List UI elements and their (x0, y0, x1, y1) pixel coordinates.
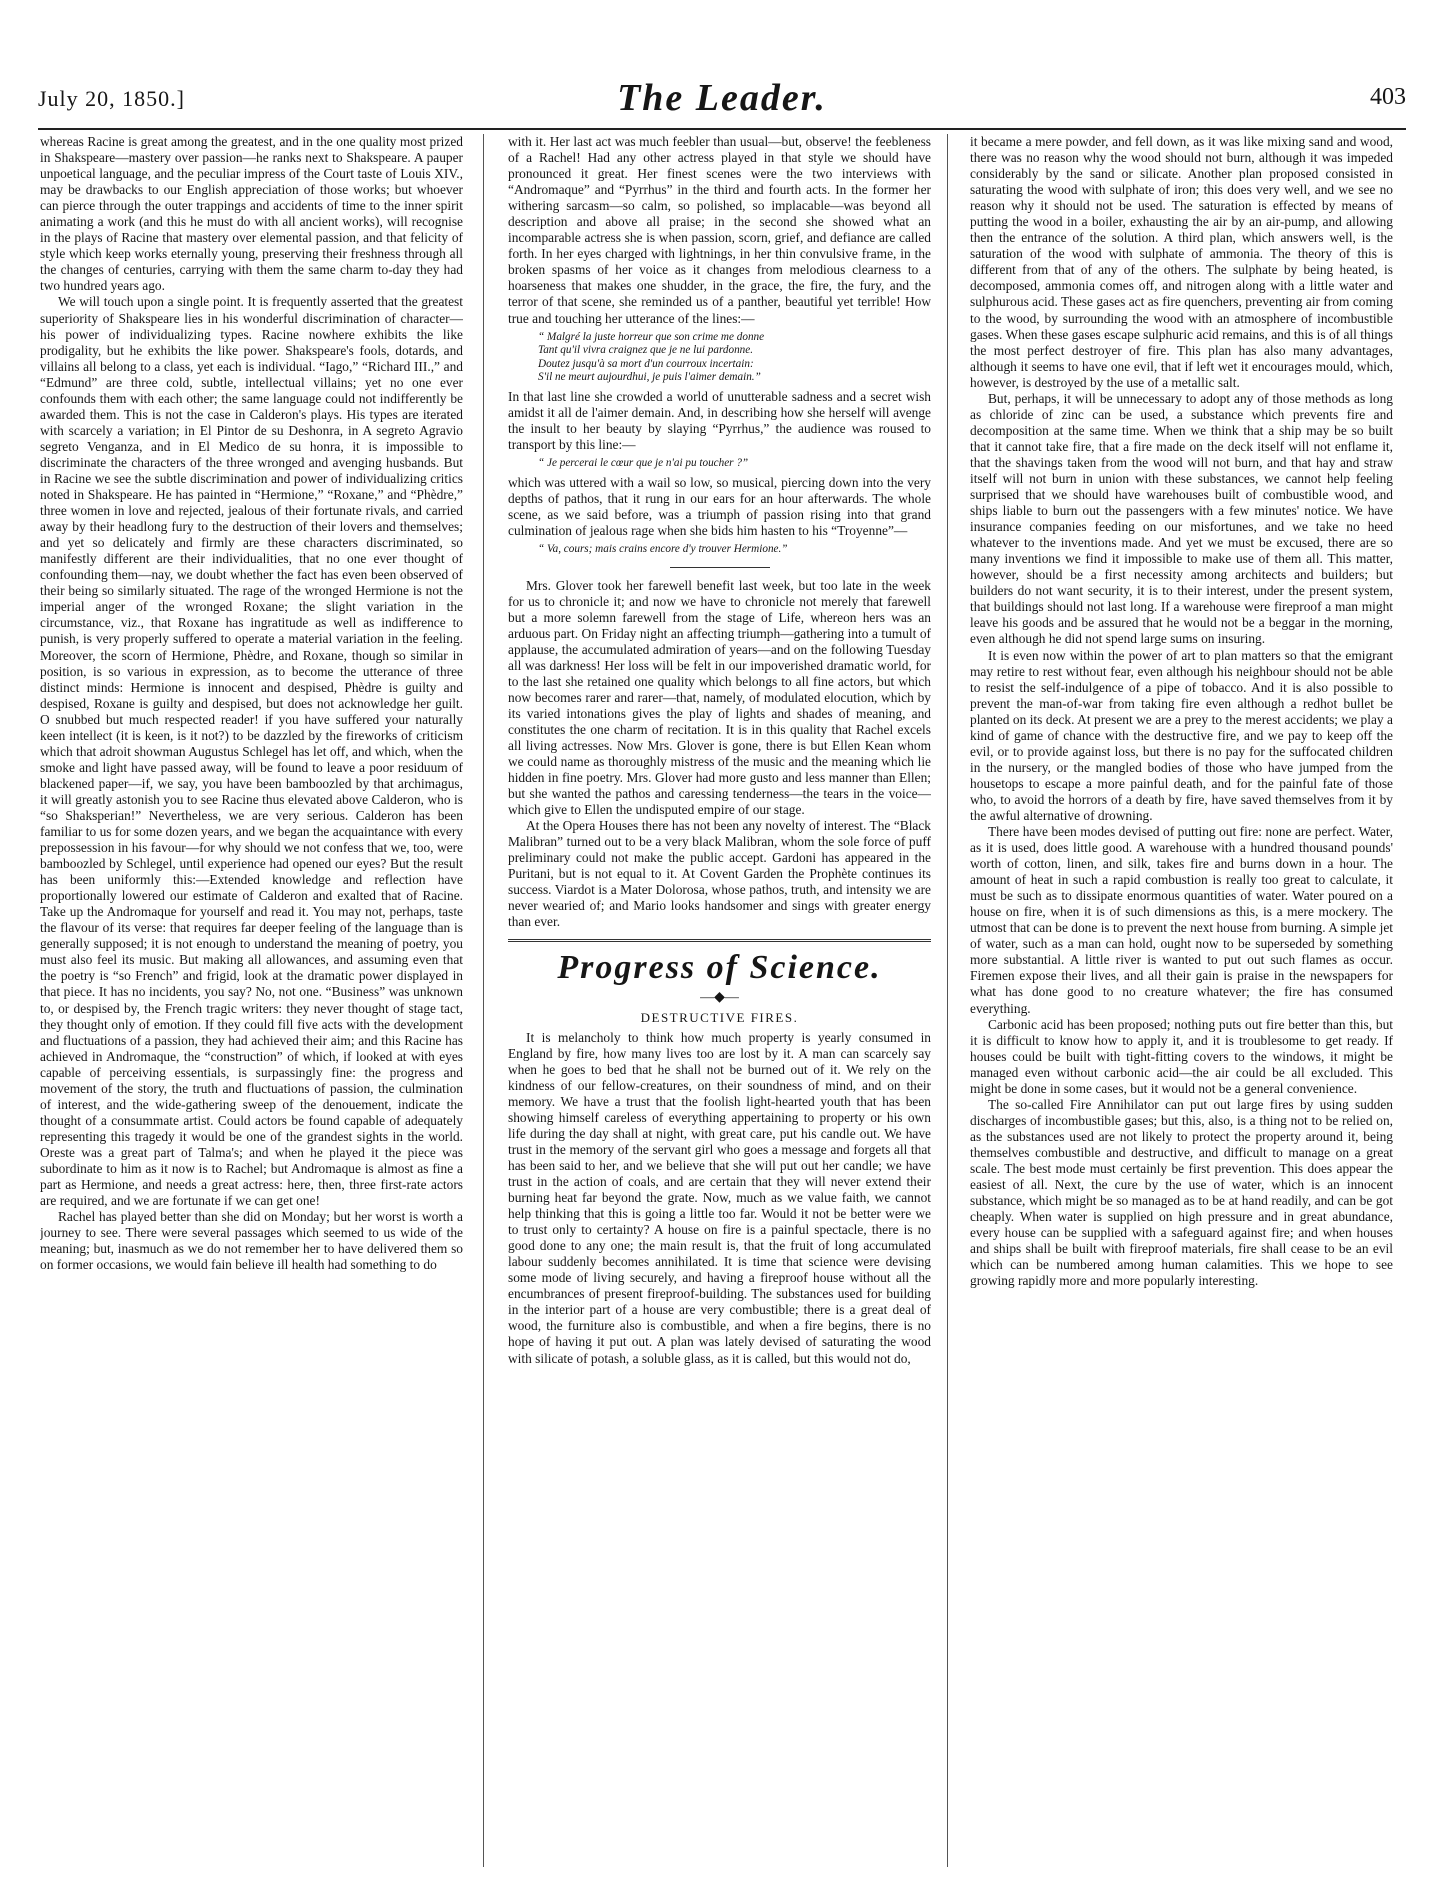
masthead-title: The Leader. (617, 77, 827, 119)
paragraph: At the Opera Houses there has not been any novelty of interest. The “Black Malibran” turned out to be a very black Malibran, whom the sole force of puff preliminary could not make the public accept. Gardoni has appeared in the Puritani, but is not equal to it. At Covent Garden the Prophète continues its success. Viardot is a Mater Dolorosa, whose pathos, truth, and intensity we are never wearied of; and Mario looks handsomer and sings with greater energy than ever. (508, 818, 931, 930)
paragraph: It is even now within the power of art to plan matters so that the emigrant may retire to rest without fear, even although his neighbour should not be able to resist the self-indulgence of a pipe of tobacco. And it is also possible to prevent the man-of-war from taking fire even although a redhot bullet be planted on its deck. At present we are a prey to the merest accidents; we play a kind of game of chance with the destructive fire, and we pay to keep off the evil, or to provide against loss, but there is no pay for the suffocated children in the nursery, or the mangled bodies of those who have jumped from the housetops to escape a more painful death, and for the painful fate of those who, to avoid the horrors of a death by fire, have saved themselves from it by the awful alternative of drowning. (970, 647, 1393, 823)
paragraph: Rachel has played better than she did on Monday; but her worst is worth a journey to see. There were several passages which seemed to us wide of the meaning; but, inasmuch as we do not remember her to have delivered them so on former occasions, we would fain believe ill health had something to do (40, 1209, 463, 1273)
verse-quote (538, 543, 931, 557)
paragraph: Carbonic acid has been proposed; nothing puts out fire better than this, but it is difficult to know how to apply it, and it is troublesome to get ready. If houses could be built with tight-fitting covers to the windows, it might be managed even without carbonic acid—the air could be all excluded. This might be done in some cases, but it would not be a general convenience. (970, 1016, 1393, 1096)
section-divider (508, 939, 931, 942)
article-subheading: DESTRUCTIVE FIRES. (640, 1009, 799, 1025)
paragraph: it became a mere powder, and fell down, as it was like mixing sand and wood, there was no reason why the wood should not burn, although it was impeded considerably by the sand or silicate. Another plan proposed consisted in saturating the wood with sulphate of iron; this does very well, and we see no reason why it should not be used. The saturation is effected by means of putting the wood in a boiler, exhausting the air by an air-pump, and allowing then the entrance of the solution. A third plan, which answers well, is the saturation of the wood with sulphate of ammonia. The theory of this is different from that of any of the others. The sulphate by being heated, is decomposed, ammonia comes off, and nitrogen along with a little water and sulphurous acid. These gases act as fire quenchers, preventing air from coming to the wood, by surrounding the wood with an atmosphere of incombustible gases. When these gases escape sulphuric acid remains, and this is of all things the most perfect destroyer of fire. This plan has also many advantages, although it seems to have one evil, that if left wet it encourages mould, which, however, is destroyed by the use of a metallic salt. (970, 134, 1393, 390)
page-number: 403 (1370, 84, 1406, 110)
verse-quote (538, 331, 931, 385)
paragraph: In that last line she crowded a world of unutterable sadness and a secret wish amidst it all de l'aimer demain. And, in describing how she herself will avenge the insult to her beauty by slaying “Pyrrhus,” the audience was roused to transport by this line:— (508, 388, 931, 453)
header-rule (38, 128, 1406, 130)
paragraph: It is melancholy to think how much property is yearly consumed in England by fire, how many lives too are lost by it. A man can scarcely say when he goes to bed that he shall not be burned out of it. We rely on the kindness of our fellow-creatures, on their soundness of mind, and on their memory. We have a trust that the foolish light-hearted youth that has been showing himself careless of everything appertaining to property or his own life during the day shall at night, with great care, put his candle out. We have trust in the memory of the servant girl who goes a message and forgets all that has been said to her, and we believe that she will put out her candle; we have trust in the action of coals, and are certain that they will never extend their burning heat far beyond the grate. Now, much as we value faith, we cannot help thinking that this is going a little too far. Would it not be better were we to trust only to certainty? A house on fire is a painful spectacle, there is no good done to any one; the main result is, that the fruit of long accumulated labour suddenly becomes annihilated. It is time that science were devising some mode of living securely, and having a fireproof house without all the encumbrances of present fireproof-building. The substances used for building in the interior part of a house are very combustible; there is a great deal of wood, the furniture also is combustible, and when a fire begins, there is no hope of having it put out. A plan was lately devised of saturating the wood with silicate of potash, a soluble glass, as it is called, but this would not do, (508, 1029, 931, 1366)
paragraph: whereas Racine is great among the greatest, and in the one quality most prized in Shakspeare—mastery over passion—he ranks next to Shakspeare. A pauper unpoetical language, and the peculiar impress of the Court taste of Louis XIV., may be drawbacks to our English appreciation of those works; but whoever can pierce through the outer trappings and accidents of time to the inner spirit animating a work (and this he must do with all ancient works), will recognise in the plays of Racine that mastery over elemental passion, and that felicity of style which keep works eternally young, preserving their freshness through all the changes of centuries, carrying with them the same charm to-day they had two hundred years ago. (40, 134, 463, 294)
verse-quote (538, 457, 931, 471)
verse-line: S'il ne meurt aujourdhui, je puis l'aimer demain.” (538, 371, 761, 384)
section-divider (670, 567, 770, 568)
paragraph: But, perhaps, it will be unnecessary to adopt any of those methods as long as chloride of zinc can be used, a substance which prevents fire and decomposition at the same time. When we think that a ship may be so built that it cannot take fire, that a fire made on the deck itself will not enflame it, that the shavings taken from the wood will not burn, and that hay and straw itself will not burn in union with these substances, we cannot help feeling surprised that we should have warehouses built of combustible wood, and ships liable to burn out the passengers with a few minutes' notice. We have insurance companies feeding on our misfortunes, and we take no heed whatever to the inventions made. And yet we must be excused, there are so many inventions we find it impossible to make use of them all. This matter, however, should be a first necessity among architects and builders; but builders do not want security, it is to their interest, under the present system, that buildings should not last long. If a warehouse were fireproof a man might leave his goods and be assured that he would not be a beggar in the morning, even although he did not spend large sums on insuring. (970, 390, 1393, 647)
ornament-icon: —◆— (700, 989, 739, 1005)
column-3 (970, 134, 1393, 1867)
paragraph: with it. Her last act was much feebler than usual—but, observe! the feebleness of a Rachel! Had any other actress played in that style we should have pronounced it great. Her finest scenes were the two interviews with “Andromaque” and “Pyrrhus” in the third and fourth acts. In the former her withering sarcasm—so calm, so polished, so implacable—was beyond all description and above all praise; in the second she showed what an incomparable actress she is when passion, scorn, grief, and defiance are called forth. In her eyes charged with lightnings, in her thin convulsive frame, in the broken spasms of her voice as it changes from melodious clearness to a hoarseness that makes one shudder, in the grace, the fire, the fury, and the terror of that scene, she reminded us of a panther, beautiful yet terrible! How true and touching her utterance of the lines:— (508, 134, 931, 326)
verse-line: Doutez jusqu'à sa mort d'un courroux incertain: (538, 357, 754, 370)
verse-line: Tant qu'il vivra craignez que je ne lui pardonne. (538, 344, 754, 357)
column-divider (947, 134, 948, 1867)
column-divider (483, 134, 484, 1867)
section-title: Progress of Science. (557, 948, 882, 986)
paragraph: There have been modes devised of putting out fire: none are perfect. Water, as it is used, does little good. A warehouse with a hundred thousand pounds' worth of cotton, linen, and silk, takes fire and burns down in a hour. The amount of heat in such a rapid combustion is really too great to calculate, it must be such as to dissipate enormous quantities of water. Water poured on a house on fire, when it is of such dimensions as this, is a mere mockery. The utmost that can be done is to prevent the next house from burning. A simple jet of water, such as a man can hold, ought now to be superseded by something more substantial. A little river is wanted to put out such flames as occur. Firemen expose their lives, and all their gain is praise in the newspapers for what has done good to no creature whatever; the fire has consumed everything. (970, 824, 1393, 1016)
paragraph: The so-called Fire Annihilator can put out large fires by using sudden discharges of incombustible gases; but this, also, is a thing not to be relied on, as the substances used are not likely to protect the property around it, being themselves combustible and destructive, and difficult to manage on a great scale. The best mode must certainly be first prevention. This does appear the easiest of all. Next, the cure by the use of water, which is an innocent substance, which might be so managed as to be at hand readily, and can be got cheaply. When water is supplied on high pressure and in great abundance, every house can be supplied with a safeguard against fire; and when houses and ships shall be built with fireproof materials, fire shall cease to be an evil which can be numbered among human calamities. This we hope to see growing rapidly more and more popularly interesting. (970, 1096, 1393, 1289)
verse-line: “ Malgré la juste horreur que son crime me donne (538, 330, 765, 343)
issue-date: July 20, 1850.] (38, 86, 185, 111)
column-1 (40, 134, 463, 1867)
verse-line: “ Je percerai le cœur que je n'ai pu toucher ?” (538, 457, 749, 470)
paragraph: which was uttered with a wail so low, so musical, piercing down into the very depths of pathos, that it rung in our ears for an hour afterwards. The whole scene, as we said before, was a triumph of passion rising into that grand culmination of jealous rage when she bids him hasten to his “Troyenne”— (508, 474, 931, 538)
verse-line: “ Va, cours; mais crains encore d'y trouver Hermione.” (538, 542, 788, 555)
paragraph: Mrs. Glover took her farewell benefit last week, but too late in the week for us to chronicle it; and now we have to chronicle not merely that farewell but a more solemn farewell from the stage of Life, whereon hers was an arduous part. On Friday night an affecting triumph—gathering into a tumult of applause, the accumulated admiration of years—and on the following Tuesday all was darkness! Her loss will be felt in our impoverished dramatic world, for to the last she retained one quality which belongs to all fine actors, but which now becomes rarer and rarer—that, namely, of modulated elocution, which by its varied intonations gives the play of lights and shades of meaning, and constitutes the one charm of recitation. It is in this quality that Rachel excels all living actresses. Now Mrs. Glover is gone, there is but Ellen Kean whom we could name as thoroughly mistress of the music and the meaning which lie hidden in fine poetry. Mrs. Glover had more gusto and less manner than Ellen; but she wanted the pathos and caressing tenderness—the tears in the voice—which give to Ellen the undisputed empire of our stage. (508, 577, 931, 818)
column-2 (508, 134, 931, 1867)
paragraph: We will touch upon a single point. It is frequently asserted that the greatest superiority of Shakspeare lies in his wonderful discrimination of character—his power of individualizing types. Racine nowhere exhibits the like prodigality, but he exhibits the like power. Shakspeare's fools, dotards, and villains all belong to a class, yet each is individual. “Iago,” “Richard III.,” and “Edmund” are three cold, subtle, intellectual villains; yet no one ever confounds them with each other; the same language could not indifferently be awarded them. This is not the case in Calderon's plays. His types are iterated with scarcely a variation; in El Pintor de su Deshonra, in A segreto Agravio segreto Venganza, and in El Medico de su honra, it is impossible to discriminate the characters of the three wronged and avenging husbands. But in Racine we see the subtle discrimination and power of individualizing critics noted in Shakspeare. He has painted in “Hermione,” “Roxane,” and “Phèdre,” three women in love and rejected, jealous of their fortunate rivals, and carried away by their headlong fury to the destruction of their lovers and themselves; and yet so delicately and firmly are these characters discriminated, so manifestly different are their individualities, that no one ever thought of confounding them—nay, we doubt whether the fact has even been observed of their being so similarly situated. The rage of the wronged Hermione is not the imperial anger of the wronged Roxane; the slight variation in the circumstance, viz., that Roxane has ingratitude as well as indifference to punish, is very properly suffered to operate a material variation in the feeling. Moreover, the scorn of Hermione, Phèdre, and Roxane, though so similar in position, is so various in expression, as to become the utterance of three distinct minds: Hermione is innocent and despised, Phèdre is guilty and despised, Roxane is guilty and despised, but does not acknowledge her guilt. O snubbed but much respected reader! if you have suffered your naturally keen intellect (it is keen, is it not?) to be dazzled by the fireworks of criticism which that adroit showman Augustus Schlegel has let off, and which, when the smoke and light have passed away, will be found to leave a poor residuum of blackened paper—if, we say, you have been bamboozled by that archimagus, it will greatly astonish you to see Racine thus elevated above Calderon, who is “so Shaksperian!” Nevertheless, we are very serious. Calderon has been familiar to us for some dozen years, and we began the acquaintance with every prepossession in his favour—for why should we not confess that we, too, were bamboozled by Schlegel, until experience had opened our eyes? But the result has been uniformly this:—Extended knowledge and reflection have proportionally lowered our estimate of Calderon and exalted that of Racine. Take up the Andromaque for yourself and read it. You may not, perhaps, taste the flavour of its verse: that requires far deeper feeling of the language than is generally supposed; it is not enough to understand the meaning of poetry, you must also feel its music. But making all allowances, and assuming even that the poetry is “so French” and frigid, look at the dramatic power displayed in that piece. It has no incidents, you say? No, not one. “Business” was unknown to, or despised by, the French tragic writers: they never thought of stage tact, they thought only of emotion. If they could fill five acts with the development and fluctuations of a passion, they had achieved their aim; and this Racine has achieved in Andromaque, the “construction” of which, if looked at with eyes capable of perceiving essentials, is surpassingly fine: the progress and movement of the story, the truth and fluctuations of passion, the culmination of interest, and the wide-gathering sweep of the denouement, indicate the thought of a consummate artist. Could actors be found capable of adequately representing this tragedy it would be one of the grandest sights in the world. Oreste was a great part of Talma's; and when he played it the piece was subordinate to him as it now is to Rachel; but Andromaque is almost as fine a part as Hermione, and needs a great actress: here, then, three first-rate actors are required, and we are fortunate if we can get one! (40, 294, 463, 1209)
page-header (38, 72, 1406, 122)
